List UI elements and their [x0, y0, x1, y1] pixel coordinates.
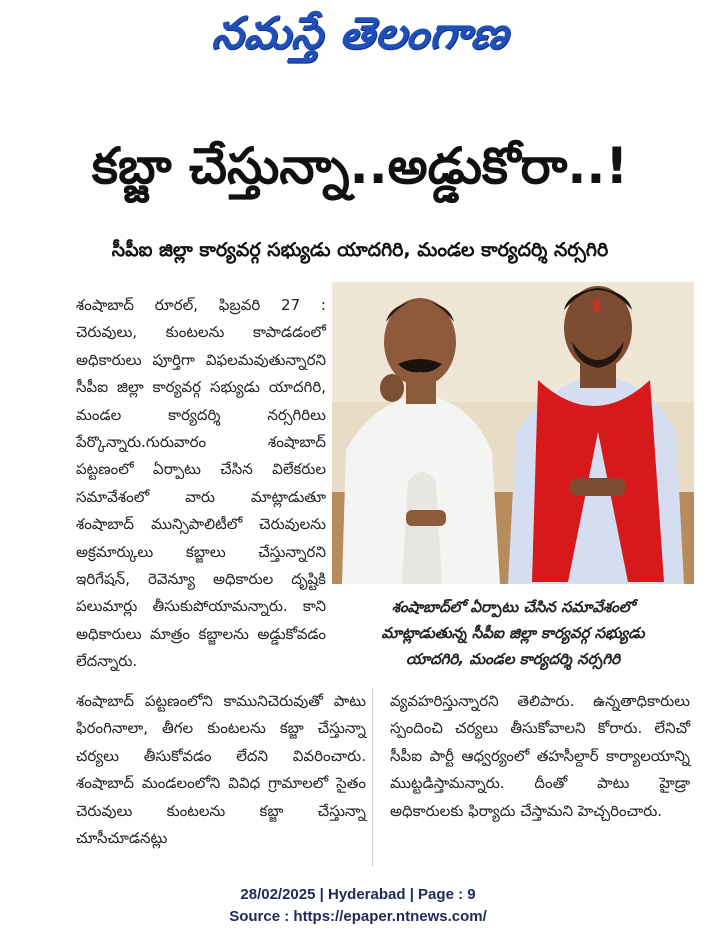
- photo-caption: [332, 590, 694, 676]
- footer-source-link[interactable]: Source : https://epaper.ntnews.com/: [229, 908, 487, 925]
- footer-date-edition: 28/02/2025 | Hyderabad | Page : 9: [240, 886, 476, 903]
- photo-caption-line: శంషాబాద్‌లో ఏర్పాటు చేసిన సమావేశంలో: [391, 598, 635, 616]
- article-column-left: శంషాబాద్ రూరల్, ఫిబ్రవరి 27 : చెరువులు, కుంటలను కాపాడడంలో అధికారులు పూర్తిగా విఫలమవుతున్నారని సీపీఐ జిల్లా కార్యవర్గ సభ్యుడు యాదగిరి, మండల కార్యదర్శి నర్సగిరిలు పేర్కొన్నారు.గురువారం శంషాబాద్ పట్టణంలో ఏర్పాటు చేసిన విలేకరుల సమావేశంలో వారు మాట్లాడుతూ శంషాబాద్ మున్సిపాలిటీలో చెరువులను అక్రమార్కులు కబ్జాలు చేస్తున్నారని ఇరిగేషన్, రెవెన్యూ అధికారుల దృష్టికి పలుమార్లు తీసుకుపోయామన్నారు. కాని అధికారులు మాత్రం కబ్జాలను అడ్డుకోవడం లేదన్నారు.: [76, 296, 326, 671]
- photo-caption-line: మాట్లాడుతున్న సీపీఐ జిల్లా కార్యవర్గ సభ్యుడు: [381, 624, 645, 642]
- column-divider: [372, 688, 373, 866]
- photo-caption-line: యాదగిరి, మండల కార్యదర్శి నర్సగిరి: [405, 650, 621, 668]
- photo-illustration: [332, 282, 694, 584]
- news-photo: [332, 282, 694, 584]
- article-column-bottom: శంషాబాద్ పట్టణంలోని కామునిచెరువుతో పాటు ఫిరంగినాలా, తీగల కుంటలను కబ్జా చేస్తున్నా చర్యలు తీసుకోవడం లేదని వివరించారు. శంషాబాద్ మండలంలోని వివిధ గ్రామాలలో సైతం చెరువులు కుంటలను కబ్జా చేస్తున్నా చూసీచూడనట్లు: [76, 692, 366, 848]
- subheadline: సీపీఐ జిల్లా కార్యవర్గ సభ్యుడు యాదగిరి, మండల కార్యదర్శి నర్సగిరి: [111, 238, 609, 261]
- masthead-title: నమస్తే తెలంగాణ: [209, 8, 512, 59]
- article-column-right: వ్యవహరిస్తున్నారని తెలిపారు. ఉన్నతాధికారులు స్పందించి చర్యలు తీసుకోవాలని కోరారు. లేనిచో సీపీఐ పార్టీ ఆధ్వర్యంలో తహసీల్దార్ కార్యాలయాన్ని ముట్టడిస్తామన్నారు. దీంతో పాటు హైడ్రా అధికారులకు ఫిర్యాదు చేస్తామని హెచ్చరించారు.: [390, 692, 690, 820]
- headline: కబ్జా చేస్తున్నా..అడ్డుకోరా..!: [91, 136, 629, 195]
